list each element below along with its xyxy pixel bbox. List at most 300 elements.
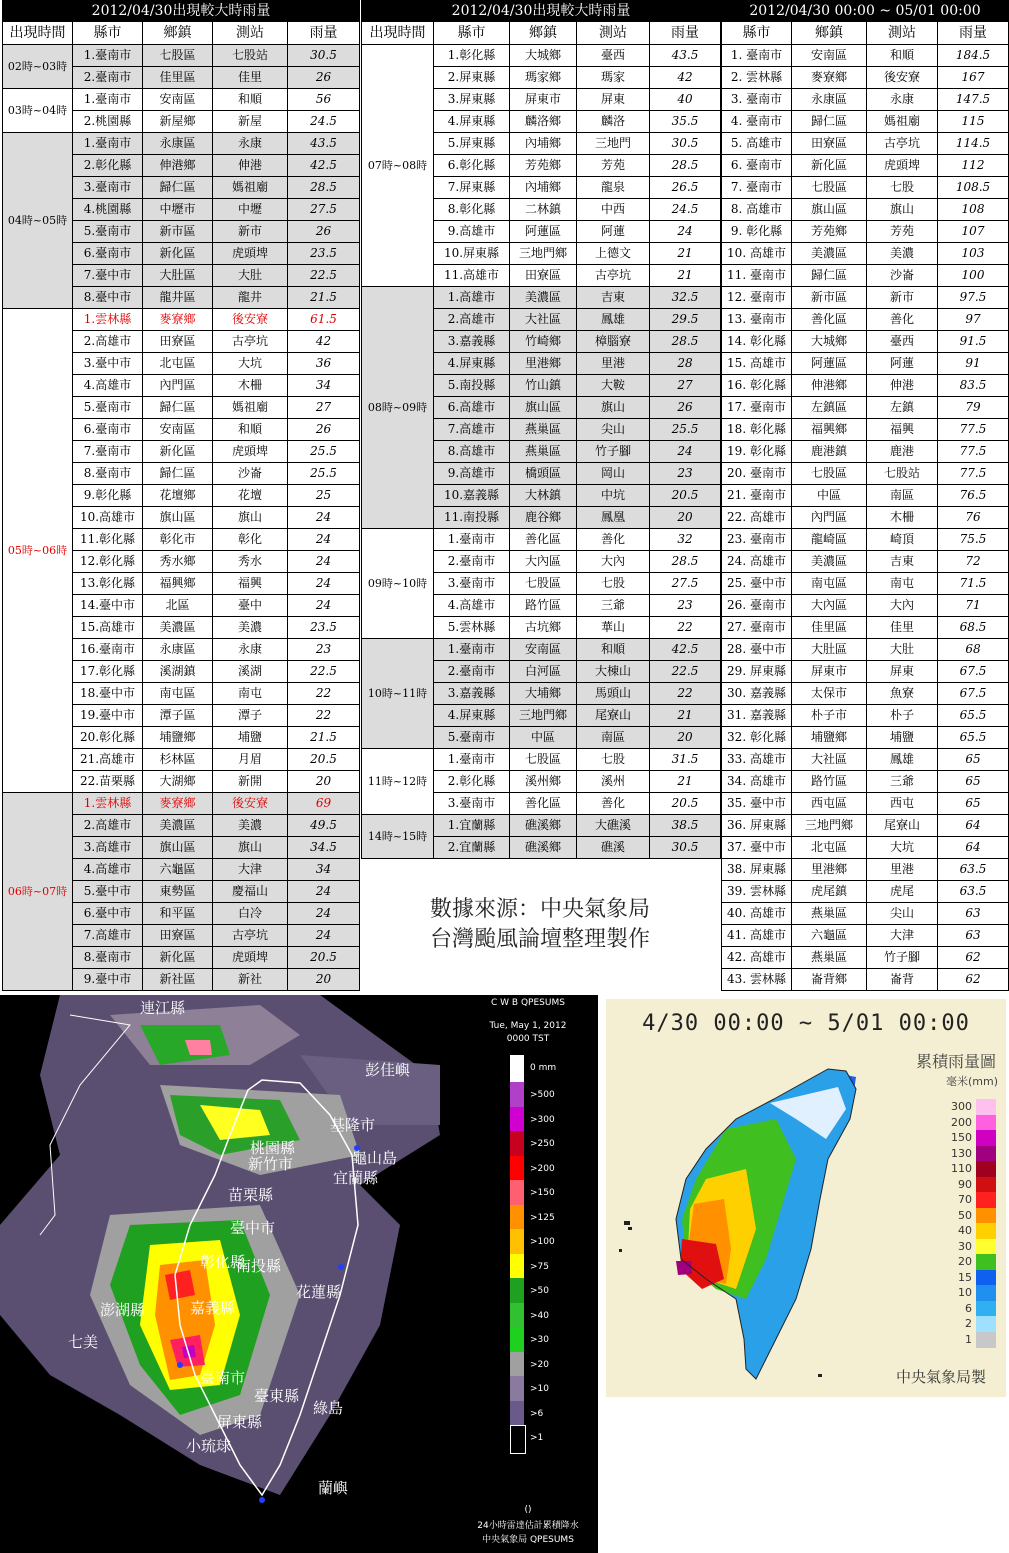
rain-value: 23.5 <box>288 617 360 639</box>
scale-label: 150 <box>951 1131 972 1144</box>
cell: 4.屏東縣 <box>434 353 510 375</box>
cell: 38. 屏東縣 <box>722 859 792 881</box>
radar-header: C W B QPESUMS <box>491 998 565 1008</box>
cell: 中區 <box>510 727 577 749</box>
table-row <box>722 441 1009 463</box>
cell: 7.臺中市 <box>73 265 143 287</box>
rain-value: 65 <box>938 793 1009 815</box>
cell: 燕巢區 <box>792 947 867 969</box>
rain-value: 30.5 <box>288 45 360 67</box>
rain-value: 20 <box>288 969 360 991</box>
table-row <box>362 815 721 837</box>
cell: 39. 雲林縣 <box>722 881 792 903</box>
table-row <box>722 925 1009 947</box>
scale-swatch <box>976 1239 996 1255</box>
column-header: 雨量 <box>650 22 721 45</box>
cell: 3.臺南市 <box>73 177 143 199</box>
cell: 10. 高雄市 <box>722 243 792 265</box>
cell: 1.雲林縣 <box>73 309 143 331</box>
cell: 鳳雄 <box>867 749 938 771</box>
scale-swatch <box>976 1332 996 1348</box>
time-slot: 04時~05時 <box>3 133 73 309</box>
legend-label: >40 <box>530 1310 549 1321</box>
rain-value: 75.5 <box>938 529 1009 551</box>
rain-value: 112 <box>938 155 1009 177</box>
cell: 伸港 <box>213 155 288 177</box>
rain-value: 22 <box>650 617 721 639</box>
rain-value: 20 <box>650 727 721 749</box>
rain-value: 77.5 <box>938 463 1009 485</box>
cell: 七股 <box>577 749 650 771</box>
cell: 18. 彰化縣 <box>722 419 792 441</box>
cell: 二林鎮 <box>510 199 577 221</box>
cell: 麥寮鄉 <box>143 309 213 331</box>
rain-value: 24 <box>288 903 360 925</box>
rain-value: 97 <box>938 309 1009 331</box>
rain-value: 49.5 <box>288 815 360 837</box>
table-row <box>722 727 1009 749</box>
rain-value: 56 <box>288 89 360 111</box>
cell: 1.臺南市 <box>434 529 510 551</box>
cell: 龍泉 <box>577 177 650 199</box>
cell: 10.嘉義縣 <box>434 485 510 507</box>
cell: 竹山鎮 <box>510 375 577 397</box>
cell: 歸仁區 <box>143 397 213 419</box>
cell: 花壇鄉 <box>143 485 213 507</box>
cell: 24. 高雄市 <box>722 551 792 573</box>
scale-swatch <box>976 1301 996 1317</box>
cell: 馬頭山 <box>577 683 650 705</box>
cell: 里港鄉 <box>792 859 867 881</box>
cell: 阿蓮區 <box>510 221 577 243</box>
rain-value: 71.5 <box>938 573 1009 595</box>
cell: 後安寮 <box>213 309 288 331</box>
radar-place-label: 澎湖縣 <box>100 1301 146 1319</box>
rain-value: 63.5 <box>938 881 1009 903</box>
cell: 6.臺南市 <box>73 419 143 441</box>
rain-value: 27 <box>650 375 721 397</box>
radar-place-label: 臺南市 <box>200 1369 246 1387</box>
cell: 阿蓮 <box>867 353 938 375</box>
cell: 南屯區 <box>792 573 867 595</box>
radar-place-label: 臺東縣 <box>254 1387 300 1405</box>
cell: 2.桃園縣 <box>73 111 143 133</box>
scale-swatch <box>976 1270 996 1286</box>
cell: 8.臺南市 <box>73 947 143 969</box>
cell: 礁溪 <box>577 837 650 859</box>
rain-value: 103 <box>938 243 1009 265</box>
cell: 屏東市 <box>510 89 577 111</box>
cell: 13. 臺南市 <box>722 309 792 331</box>
rain-value: 26 <box>288 221 360 243</box>
cell: 崙背鄉 <box>792 969 867 991</box>
rain-value: 21 <box>650 265 721 287</box>
cell: 永康區 <box>143 133 213 155</box>
table-row <box>722 353 1009 375</box>
rain-value: 34 <box>288 375 360 397</box>
rain-value: 21.5 <box>288 287 360 309</box>
cell: 虎頭埤 <box>867 155 938 177</box>
radar-place-label: 苗栗縣 <box>228 1186 274 1204</box>
legend-label: >300 <box>530 1114 555 1125</box>
cell: 新社 <box>213 969 288 991</box>
cell: 善化 <box>577 793 650 815</box>
cell: 埔鹽鄉 <box>792 727 867 749</box>
cell: 大肚區 <box>143 265 213 287</box>
table-row <box>362 45 721 67</box>
cell: 六龜區 <box>143 859 213 881</box>
cell: 大社區 <box>510 309 577 331</box>
accum-legend-title: 累積雨量圖 <box>915 1052 996 1071</box>
cell: 燕巢區 <box>510 441 577 463</box>
cell: 永康區 <box>792 89 867 111</box>
rain-value: 22.5 <box>288 265 360 287</box>
cell: 鹿谷鄉 <box>510 507 577 529</box>
rain-value: 23.5 <box>288 243 360 265</box>
cell: 2.高雄市 <box>434 309 510 331</box>
cell: 4.屏東縣 <box>434 705 510 727</box>
cell: 竹崎鄉 <box>510 331 577 353</box>
cell: 17. 臺南市 <box>722 397 792 419</box>
cell: 1.臺南市 <box>73 133 143 155</box>
cell: 古亭坑 <box>213 331 288 353</box>
cell: 埔鹽 <box>213 727 288 749</box>
rain-value: 69 <box>288 793 360 815</box>
rain-value: 24 <box>288 529 360 551</box>
cell: 9.彰化縣 <box>73 485 143 507</box>
rain-value: 24 <box>288 573 360 595</box>
table-row <box>722 639 1009 661</box>
cell: 路竹區 <box>792 771 867 793</box>
cell: 19.臺中市 <box>73 705 143 727</box>
cell: 芳苑 <box>577 155 650 177</box>
cell: 大社區 <box>792 749 867 771</box>
cell: 七股站 <box>867 463 938 485</box>
cell: 5.雲林縣 <box>434 617 510 639</box>
table-row <box>362 287 721 309</box>
cell: 里港鄉 <box>510 353 577 375</box>
cell: 大湖鄉 <box>143 771 213 793</box>
cell: 龍井區 <box>143 287 213 309</box>
time-slot: 02時~03時 <box>3 45 73 89</box>
cell: 33. 高雄市 <box>722 749 792 771</box>
cell: 鳳凰 <box>577 507 650 529</box>
rain-value: 23 <box>288 639 360 661</box>
rain-value: 91 <box>938 353 1009 375</box>
cell: 36. 屏東縣 <box>722 815 792 837</box>
radar-place-label: 綠島 <box>313 1399 344 1417</box>
cell: 里港 <box>867 859 938 881</box>
cell: 古亭坑 <box>213 925 288 947</box>
cell: 3.臺南市 <box>434 793 510 815</box>
table-row <box>722 397 1009 419</box>
radar-place-label: 彭佳嶼 <box>365 1061 411 1079</box>
table-row <box>722 573 1009 595</box>
column-header: 出現時間 <box>3 22 73 45</box>
rain-value: 67.5 <box>938 683 1009 705</box>
legend-swatch <box>510 1180 524 1207</box>
rain-value: 25 <box>288 485 360 507</box>
accum-map-maker: 中央氣象局製 <box>895 1368 986 1386</box>
column-header: 鄉鎮 <box>143 22 213 45</box>
cell: 2.宜蘭縣 <box>434 837 510 859</box>
table-row <box>3 45 360 67</box>
radar-place-label: 連江縣 <box>140 999 186 1017</box>
cell: 田寮區 <box>143 331 213 353</box>
scale-swatch <box>976 1316 996 1332</box>
cell: 20.彰化縣 <box>73 727 143 749</box>
rain-value: 30.5 <box>650 837 721 859</box>
table-row <box>722 485 1009 507</box>
column-header: 測站 <box>213 22 288 45</box>
rain-value: 28.5 <box>650 331 721 353</box>
rain-value: 107 <box>938 221 1009 243</box>
rain-value: 67.5 <box>938 661 1009 683</box>
cell: 善化區 <box>510 793 577 815</box>
rain-value: 63.5 <box>938 859 1009 881</box>
cell: 安南區 <box>510 639 577 661</box>
rain-value: 21 <box>650 705 721 727</box>
rain-value: 76 <box>938 507 1009 529</box>
cell: 16. 彰化縣 <box>722 375 792 397</box>
cell: 永康區 <box>143 639 213 661</box>
cell: 彰化市 <box>143 529 213 551</box>
cell: 和順 <box>577 639 650 661</box>
cell: 6.彰化縣 <box>434 155 510 177</box>
cell: 南區 <box>867 485 938 507</box>
cell: 美濃 <box>213 815 288 837</box>
cell: 崙背 <box>867 969 938 991</box>
cell: 大肚區 <box>792 639 867 661</box>
cell: 七股區 <box>143 45 213 67</box>
radar-place-label: 彰化縣 <box>200 1253 246 1271</box>
cell: 南屯 <box>867 573 938 595</box>
time-slot: 09時~10時 <box>362 529 434 639</box>
cell: 新屋鄉 <box>143 111 213 133</box>
cell: 25. 臺中市 <box>722 573 792 595</box>
legend-label: >75 <box>530 1261 549 1272</box>
rain-value: 31.5 <box>650 749 721 771</box>
cell: 伸港鄉 <box>143 155 213 177</box>
column-header: 雨量 <box>938 22 1009 45</box>
rain-value: 27.5 <box>288 199 360 221</box>
cell: 麟洛 <box>577 111 650 133</box>
legend-label: >10 <box>530 1384 549 1394</box>
cell: 旗山區 <box>792 199 867 221</box>
table-row <box>722 683 1009 705</box>
table-title: 2012/04/30出現較大時雨量 <box>362 1 721 22</box>
rain-value: 24 <box>288 551 360 573</box>
legend-label: >250 <box>530 1139 555 1149</box>
cell: 臺中 <box>213 595 288 617</box>
cell: 11.南投縣 <box>434 507 510 529</box>
cell: 芳苑鄉 <box>792 221 867 243</box>
scale-swatch <box>976 1192 996 1208</box>
rain-value: 77.5 <box>938 419 1009 441</box>
radar-place-label: 嘉義縣 <box>190 1299 236 1317</box>
cell: 燕巢區 <box>792 903 867 925</box>
rain-value: 26 <box>288 67 360 89</box>
rain-value: 24 <box>650 441 721 463</box>
accum-legend-unit: 毫米(mm) <box>945 1075 998 1088</box>
cell: 42. 高雄市 <box>722 947 792 969</box>
cell: 芳苑 <box>867 221 938 243</box>
cell: 古坑鄉 <box>510 617 577 639</box>
scale-swatch <box>976 1285 996 1301</box>
radar-place-label: 南投縣 <box>236 1257 282 1275</box>
rain-value: 147.5 <box>938 89 1009 111</box>
cell: 礁溪鄉 <box>510 837 577 859</box>
rain-value: 24 <box>650 221 721 243</box>
time-slot: 03時~04時 <box>3 89 73 133</box>
cell: 永康 <box>213 133 288 155</box>
cell: 新屋 <box>213 111 288 133</box>
cell: 新化區 <box>143 243 213 265</box>
cell: 內埔鄉 <box>510 133 577 155</box>
cell: 9.高雄市 <box>434 463 510 485</box>
cell: 3.臺中市 <box>73 353 143 375</box>
cell: 10.屏東縣 <box>434 243 510 265</box>
rain-value: 28 <box>650 353 721 375</box>
cell: 8. 高雄市 <box>722 199 792 221</box>
cell: 6.高雄市 <box>434 397 510 419</box>
table-row <box>3 133 360 155</box>
cell: 善化區 <box>510 529 577 551</box>
cell: 福興鄉 <box>792 419 867 441</box>
legend-swatch <box>510 1278 524 1305</box>
scale-label: 20 <box>958 1255 972 1268</box>
legend-swatch <box>510 1401 524 1428</box>
cell: 1. 臺南市 <box>722 45 792 67</box>
table-row <box>722 507 1009 529</box>
cell: 崎頂 <box>867 529 938 551</box>
cell: 大肚 <box>213 265 288 287</box>
cell: 三爺 <box>577 595 650 617</box>
cell: 福興鄉 <box>143 573 213 595</box>
legend-swatch <box>510 1229 524 1256</box>
cell: 2.彰化縣 <box>434 771 510 793</box>
cell: 中區 <box>792 485 867 507</box>
cell: 5.屏東縣 <box>434 133 510 155</box>
cell: 32. 彰化縣 <box>722 727 792 749</box>
cell: 新化區 <box>143 947 213 969</box>
cell: 七股區 <box>792 463 867 485</box>
cell: 佳里 <box>867 617 938 639</box>
cell: 中西 <box>577 199 650 221</box>
data-credit <box>362 895 718 955</box>
cell: 26. 臺南市 <box>722 595 792 617</box>
rain-value: 22.5 <box>288 661 360 683</box>
cell: 七股 <box>577 573 650 595</box>
radar-footer-1: () <box>524 1505 532 1515</box>
rain-value: 65 <box>938 771 1009 793</box>
scale-label: 200 <box>951 1115 972 1129</box>
cell: 臺西 <box>577 45 650 67</box>
cell: 和順 <box>213 89 288 111</box>
table-title: 2012/04/30 00:00 ~ 05/01 00:00 <box>722 1 1009 22</box>
cell: 大林鎮 <box>510 485 577 507</box>
credit-maker: 台灣颱風論壇整理製作 <box>429 927 650 952</box>
cell: 5.臺南市 <box>434 727 510 749</box>
radar-footer-3: 中央氣象局 QPESUMS <box>482 1535 574 1545</box>
cell: 3.高雄市 <box>73 837 143 859</box>
cell: 沙崙 <box>867 265 938 287</box>
cell: 溪州 <box>577 771 650 793</box>
cell: 善化 <box>577 529 650 551</box>
cell: 11.高雄市 <box>434 265 510 287</box>
cell: 田寮區 <box>143 925 213 947</box>
cell: 1.高雄市 <box>434 287 510 309</box>
cell: 月眉 <box>213 749 288 771</box>
scale-swatch <box>976 1161 996 1177</box>
cell: 17.彰化縣 <box>73 661 143 683</box>
cell: 2.臺南市 <box>73 67 143 89</box>
cell: 大礁溪 <box>577 815 650 837</box>
cell: 1.雲林縣 <box>73 793 143 815</box>
cell: 2.彰化縣 <box>73 155 143 177</box>
cell: 西屯 <box>867 793 938 815</box>
table-row <box>722 463 1009 485</box>
rain-value: 27.5 <box>650 573 721 595</box>
cell: 18.臺中市 <box>73 683 143 705</box>
cell: 8.彰化縣 <box>434 199 510 221</box>
table-row <box>722 309 1009 331</box>
cell: 1.臺南市 <box>73 45 143 67</box>
radar-place-label: 七美 <box>68 1333 99 1351</box>
rain-value: 76.5 <box>938 485 1009 507</box>
cell: 尖山 <box>867 903 938 925</box>
table-row <box>362 639 721 661</box>
cell: 三爺 <box>867 771 938 793</box>
cell: 9.臺中市 <box>73 969 143 991</box>
cell: 新市 <box>213 221 288 243</box>
cell: 善化區 <box>792 309 867 331</box>
cell: 4. 臺南市 <box>722 111 792 133</box>
cell: 虎尾 <box>867 881 938 903</box>
rain-value: 83.5 <box>938 375 1009 397</box>
cell: 鹿港 <box>867 441 938 463</box>
cell: 屏東 <box>577 89 650 111</box>
time-slot: 14時~15時 <box>362 815 434 859</box>
cell: 歸仁區 <box>792 111 867 133</box>
table-row <box>722 617 1009 639</box>
rain-value: 25.5 <box>288 441 360 463</box>
cell: 美濃區 <box>792 551 867 573</box>
legend-label: >100 <box>530 1237 555 1247</box>
table-row <box>722 419 1009 441</box>
table-row <box>722 947 1009 969</box>
cell: 七股站 <box>213 45 288 67</box>
rain-value: 42 <box>650 67 721 89</box>
cell: 橋頭區 <box>510 463 577 485</box>
time-slot: 05時~06時 <box>3 309 73 793</box>
cell: 東勢區 <box>143 881 213 903</box>
cell: 旗山區 <box>143 837 213 859</box>
cell: 7. 臺南市 <box>722 177 792 199</box>
cell: 瑪家 <box>577 67 650 89</box>
scale-swatch <box>976 1099 996 1115</box>
table-row <box>722 815 1009 837</box>
rain-value: 79 <box>938 397 1009 419</box>
cell: 善化 <box>867 309 938 331</box>
radar-footer-2: 24小時雷達估計累積降水 <box>477 1521 579 1531</box>
rain-value: 108.5 <box>938 177 1009 199</box>
cell: 旗山 <box>213 507 288 529</box>
cell: 新社區 <box>143 969 213 991</box>
table-row <box>722 705 1009 727</box>
cell: 媽祖廟 <box>213 397 288 419</box>
cell: 7.臺南市 <box>73 441 143 463</box>
